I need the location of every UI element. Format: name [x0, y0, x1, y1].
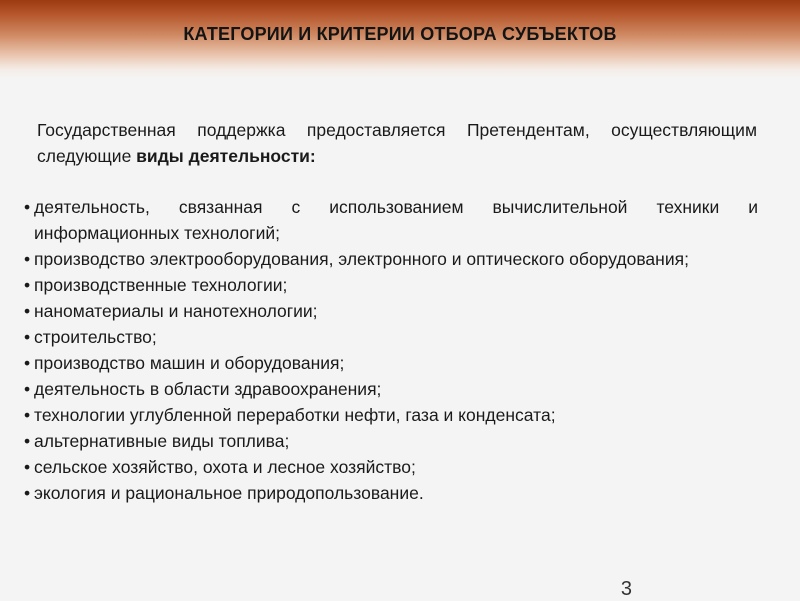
bullet-icon: • — [24, 301, 31, 321]
list-item-text: строительство; — [34, 327, 157, 347]
list-item-text: наноматериалы и нанотехнологии; — [34, 301, 318, 321]
intro-paragraph — [37, 117, 757, 169]
list-item-text: сельское хозяйство, охота и лесное хозяйство; — [34, 457, 416, 477]
list-item — [24, 350, 758, 376]
bullet-icon: • — [24, 327, 31, 347]
slide-title: КАТЕГОРИИ И КРИТЕРИИ ОТБОРА СУБЪЕКТОВ — [183, 24, 617, 44]
list-item-text: альтернативные виды топлива; — [34, 431, 290, 451]
bullet-icon: • — [24, 379, 31, 399]
bullet-icon: • — [24, 275, 31, 295]
list-item — [24, 324, 758, 350]
intro-bold-text: виды деятельности: — [136, 146, 316, 166]
bullet-icon: • — [24, 249, 31, 269]
list-item-text: производство электрооборудования, электронного и оптического оборудования; — [34, 249, 689, 269]
list-item — [24, 376, 758, 402]
list-item — [24, 402, 758, 428]
list-item-text: деятельность в области здравоохранения; — [34, 379, 382, 399]
page-number: 3 — [620, 578, 632, 600]
bullet-icon: • — [24, 353, 31, 373]
list-item-text: производственные технологии; — [34, 275, 288, 295]
list-item — [24, 246, 758, 272]
bullet-icon: • — [24, 197, 31, 217]
list-item-text: технологии углубленной переработки нефти, газа и конденсата; — [34, 405, 556, 425]
list-item — [24, 480, 758, 506]
intro-text: Государственная поддержка предоставляется Претендентам, осуществляющим следующие — [37, 120, 757, 166]
list-item-text: деятельность, связанная с использованием вычислительной техники и информационных технологий; — [34, 197, 758, 243]
list-item — [24, 298, 758, 324]
list-item-text: экология и рациональное природопользование. — [34, 483, 424, 503]
list-item — [24, 272, 758, 298]
bullet-icon: • — [24, 405, 31, 425]
activity-list — [24, 194, 758, 506]
list-item-text: производство машин и оборудования; — [34, 353, 345, 373]
bullet-icon: • — [24, 483, 31, 503]
list-item — [24, 428, 758, 454]
list-item — [24, 454, 758, 480]
bullet-icon: • — [24, 431, 31, 451]
list-item — [24, 194, 758, 246]
bullet-icon: • — [24, 457, 31, 477]
